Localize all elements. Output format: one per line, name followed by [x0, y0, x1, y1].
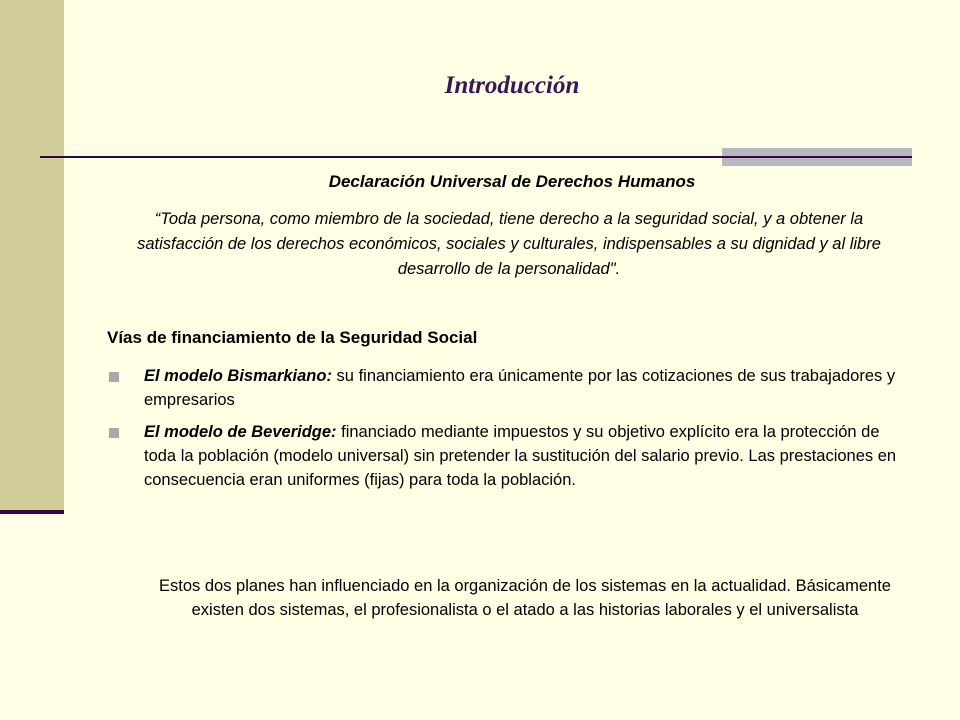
square-bullet-icon [109, 372, 119, 382]
bullet-term: El modelo Bismarkiano: [144, 367, 332, 385]
bullet-term: El modelo de Beveridge: [144, 423, 337, 441]
side-decoration-bar [0, 0, 64, 514]
side-decoration-underline [0, 510, 64, 514]
financing-heading: Vías de financiamiento de la Seguridad Social [107, 328, 478, 347]
bullet-text: financiado mediante impuestos y su objetivo explícito era la protección de toda la población (modelo universal) sin pretender la sustitución del salario previo. Las prestaciones en consecuencia eran uniformes (fijas) para toda la población. [144, 423, 897, 489]
list-item [107, 420, 907, 492]
closing-paragraph: Estos dos planes han influenciado en la organización de los sistemas en la actualidad. Básicamente existen dos sistemas, el profesionalista o el atado a las historias laborales y el universalista [159, 577, 891, 619]
declaration-quote: “Toda persona, como miembro de la sociedad, tiene derecho a la seguridad social, y a obtener la satisfacción de los derechos económicos, sociales y culturales, indispensables a su dignidad y al libre desarrollo de la personalidad". [137, 210, 881, 278]
financing-models-list [107, 364, 907, 500]
declaration-heading: Declaración Universal de Derechos Humanos [328, 172, 696, 191]
square-bullet-icon [109, 428, 119, 438]
list-item [107, 364, 907, 412]
divider-accent-block [722, 148, 912, 166]
bullet-text: su financiamiento era únicamente por las cotizaciones de sus trabajadores y empresarios [144, 367, 896, 409]
slide-title: Introducción [444, 72, 580, 99]
